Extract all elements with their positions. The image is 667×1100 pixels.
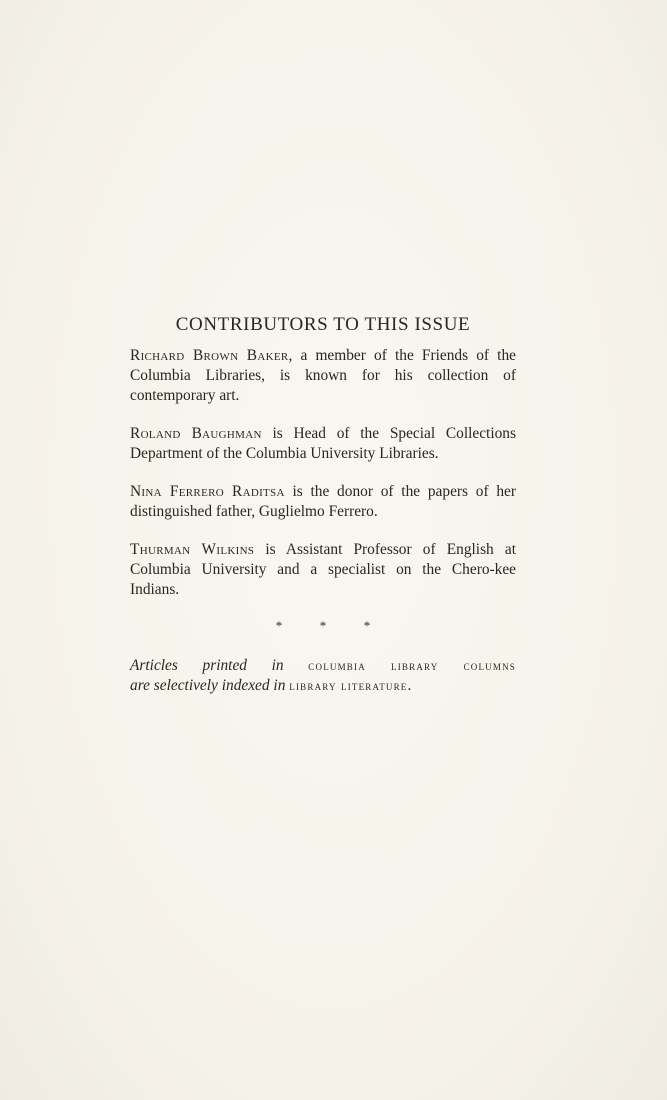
- contributor-name: Roland Baughman: [130, 425, 262, 442]
- contributor-name: Nina Ferrero Raditsa: [130, 483, 285, 500]
- index-title: library literature: [289, 679, 408, 693]
- asterisk: *: [363, 618, 371, 633]
- note-line-1: [130, 656, 516, 676]
- contributor-description: is Head of the Special Collections Department of the Columbia University Libraries.: [130, 425, 516, 462]
- note-italic-text: are selectively indexed in: [130, 677, 286, 694]
- contributors-section: [130, 314, 516, 696]
- contributor-entry: [130, 346, 516, 406]
- contributor-entry: [130, 482, 516, 522]
- contributor-description: is Assistant Professor of English at Columbia University and a specialist on the Chero-kee Indians.: [130, 541, 516, 598]
- section-separator: [130, 618, 516, 634]
- note-italic-text: Articles printed in: [130, 657, 284, 674]
- journal-title: columbia library columns: [308, 659, 516, 673]
- contributor-name: Thurman Wilkins: [130, 541, 255, 558]
- note-line-2: [130, 676, 516, 696]
- contributor-entry: [130, 424, 516, 464]
- indexing-note: [130, 656, 516, 696]
- contributor-description: , a member of the Friends of the Columbia Libraries, is known for his collection of contemporary art.: [130, 347, 516, 404]
- contributor-description: is the donor of the papers of her distinguished father, Guglielmo Ferrero.: [130, 483, 516, 520]
- contributor-name: Richard Brown Baker: [130, 347, 289, 364]
- asterisk: *: [319, 618, 327, 633]
- note-period: .: [407, 677, 412, 694]
- asterisk: *: [275, 618, 283, 633]
- contributor-entry: [130, 540, 516, 600]
- page-title: CONTRIBUTORS TO THIS ISSUE: [175, 314, 471, 335]
